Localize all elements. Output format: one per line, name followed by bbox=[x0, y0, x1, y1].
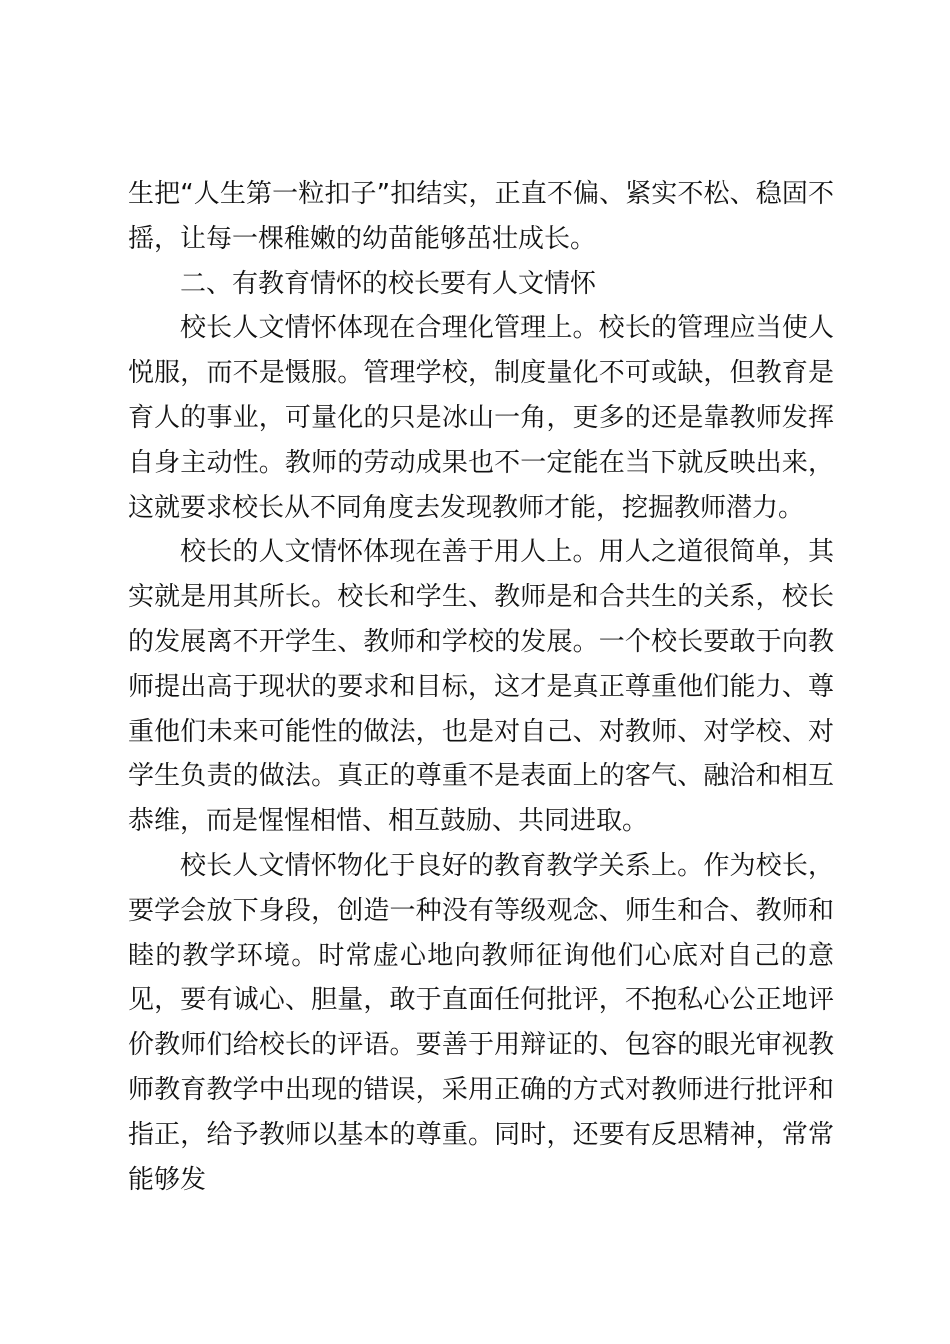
section-heading: 二、有教育情怀的校长要有人文情怀 bbox=[180, 268, 597, 299]
continuation-paragraph: 生把“人生第一粒扣子”扣结实，正直不偏、紧实不松、稳固不摇，让每一棵稚嫩的幼苗能够茁壮成长。 bbox=[128, 179, 834, 254]
body-paragraph-employment: 校长的人文情怀体现在善于用人上。用人之道很简单，其实就是用其所长。校长和学生、教师是和合共生的关系，校长的发展离不开学生、教师和学校的发展。一个校长要敢于向教师提出高于现状的要求和目标，这才是真正尊重他们能力、尊重他们未来可能性的做法，也是对自己、对教师、对学校、对学生负责的做法。真正的尊重不是表面上的客气、融洽和相互恭维，而是惺惺相惜、相互鼓励、共同进取。 bbox=[128, 537, 834, 837]
body-paragraph-relationship: 校长人文情怀物化于良好的教育教学关系上。作为校长，要学会放下身段，创造一种没有等级观念、师生和合、教师和睦的教学环境。时常虚心地向教师征询他们心底对自己的意见，要有诚心、胆量，敢于直面任何批评，不抱私心公正地评价教师们给校长的评语。要善于用辩证的、包容的眼光审视教师教育教学中出现的错误，采用正确的方式对教师进行批评和指正，给予教师以基本的尊重。同时，还要有反思精神，常常能够发 bbox=[128, 850, 834, 1195]
document-body bbox=[128, 172, 834, 1202]
body-paragraph-management: 校长人文情怀体现在合理化管理上。校长的管理应当使人悦服，而不是慑服。管理学校，制度量化不可或缺，但教育是育人的事业，可量化的只是冰山一角，更多的还是靠教师发挥自身主动性。教师的劳动成果也不一定能在当下就反映出来，这就要求校长从不同角度去发现教师才能，挖掘教师潜力。 bbox=[128, 313, 834, 523]
